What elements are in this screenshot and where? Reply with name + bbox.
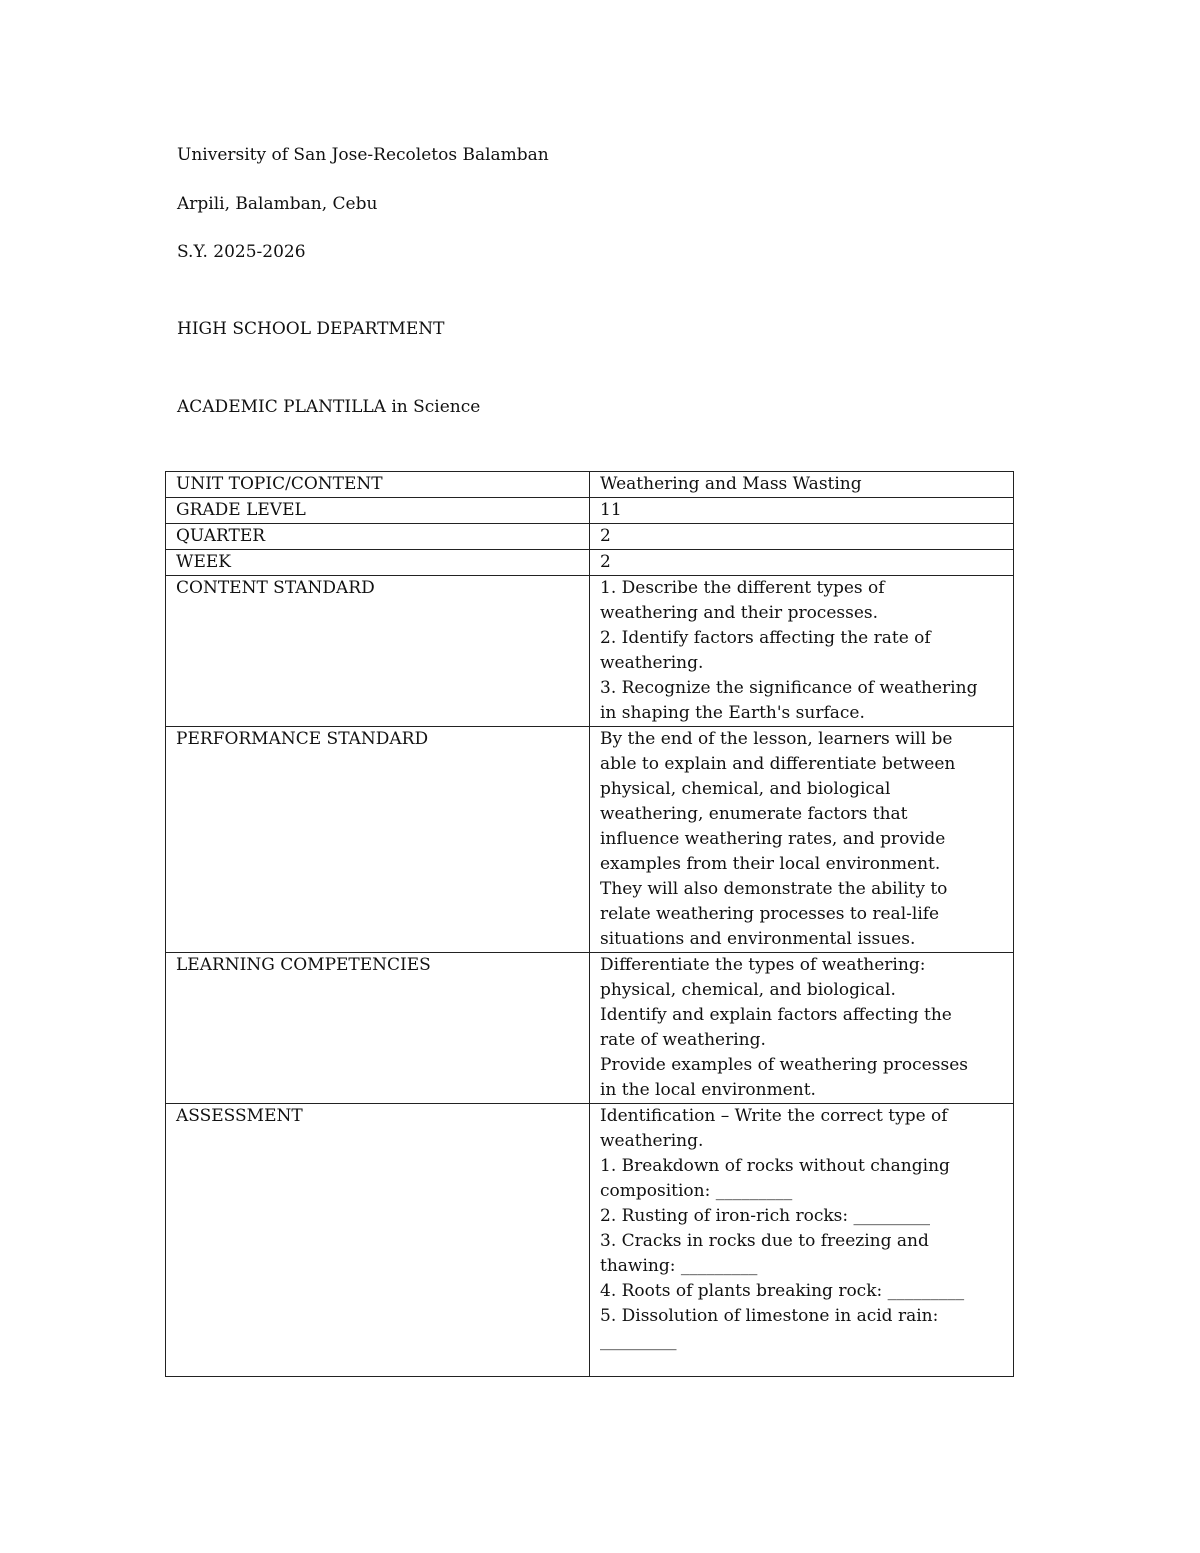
table-row-unit-topic xyxy=(166,472,1014,498)
table-row-performance-standard xyxy=(166,727,1014,953)
text-line: weathering, enumerate factors that xyxy=(600,804,908,824)
department-heading: HIGH SCHOOL DEPARTMENT xyxy=(177,319,445,339)
text-line: physical, chemical, and biological xyxy=(600,779,891,799)
row-value: 2 xyxy=(590,550,1014,576)
row-label: QUARTER xyxy=(166,524,590,550)
row-value: Weathering and Mass Wasting xyxy=(590,472,1014,498)
text-line: Identification – Write the correct type of xyxy=(600,1106,948,1126)
cell-spacer xyxy=(600,1354,1003,1376)
row-label: UNIT TOPIC/CONTENT xyxy=(166,472,590,498)
school-name: University of San Jose-Recoletos Balamban xyxy=(177,145,549,165)
row-value xyxy=(590,953,1014,1104)
text-line: They will also demonstrate the ability to xyxy=(600,879,948,899)
text-line: rate of weathering. xyxy=(600,1030,766,1050)
text-line: 3. Recognize the significance of weathering xyxy=(600,678,978,698)
row-value: 2 xyxy=(590,524,1014,550)
text-line: Provide examples of weathering processes xyxy=(600,1055,968,1075)
text-line: Identify and explain factors affecting the xyxy=(600,1005,952,1025)
row-value: 11 xyxy=(590,498,1014,524)
text-line: in the local environment. xyxy=(600,1080,816,1100)
text-line: relate weathering processes to real-life xyxy=(600,904,940,924)
row-label: GRADE LEVEL xyxy=(166,498,590,524)
row-value xyxy=(590,576,1014,727)
text-line: By the end of the lesson, learners will be xyxy=(600,729,953,749)
text-line: 5. Dissolution of limestone in acid rain: xyxy=(600,1306,939,1326)
text-line: situations and environmental issues. xyxy=(600,929,916,949)
text-line: weathering. xyxy=(600,653,704,673)
text-line: 1. Describe the different types of xyxy=(600,578,885,598)
table-row-learning-competencies xyxy=(166,953,1014,1104)
text-line: able to explain and differentiate between xyxy=(600,754,956,774)
table-row-content-standard xyxy=(166,576,1014,727)
text-line: 2. Rusting of iron-rich rocks: _________ xyxy=(600,1206,930,1226)
table-row-assessment xyxy=(166,1104,1014,1377)
table-row-week xyxy=(166,550,1014,576)
text-line: influence weathering rates, and provide xyxy=(600,829,946,849)
table-row-quarter xyxy=(166,524,1014,550)
text-line: thawing: _________ xyxy=(600,1256,758,1276)
row-value xyxy=(590,1104,1014,1377)
text-line: 1. Breakdown of rocks without changing xyxy=(600,1156,950,1176)
row-label: WEEK xyxy=(166,550,590,576)
text-line: 4. Roots of plants breaking rock: _________ xyxy=(600,1281,965,1301)
text-line: 3. Cracks in rocks due to freezing and xyxy=(600,1231,929,1251)
text-line: in shaping the Earth's surface. xyxy=(600,703,865,723)
document-title: ACADEMIC PLANTILLA in Science xyxy=(177,397,481,417)
text-line: 2. Identify factors affecting the rate of xyxy=(600,628,931,648)
school-year: S.Y. 2025-2026 xyxy=(177,242,306,262)
text-line: physical, chemical, and biological. xyxy=(600,980,896,1000)
row-label: PERFORMANCE STANDARD xyxy=(166,727,590,953)
row-label: ASSESSMENT xyxy=(166,1104,590,1377)
text-line: weathering and their processes. xyxy=(600,603,879,623)
row-value xyxy=(590,727,1014,953)
row-label: LEARNING COMPETENCIES xyxy=(166,953,590,1104)
school-address: Arpili, Balamban, Cebu xyxy=(177,194,378,214)
text-line: weathering. xyxy=(600,1131,704,1151)
plantilla-table xyxy=(165,471,1014,1377)
text-line: composition: _________ xyxy=(600,1181,793,1201)
text-line: _________ xyxy=(600,1331,677,1351)
text-line: Differentiate the types of weathering: xyxy=(600,955,926,975)
text-line: examples from their local environment. xyxy=(600,854,941,874)
table-row-grade-level xyxy=(166,498,1014,524)
row-label: CONTENT STANDARD xyxy=(166,576,590,727)
